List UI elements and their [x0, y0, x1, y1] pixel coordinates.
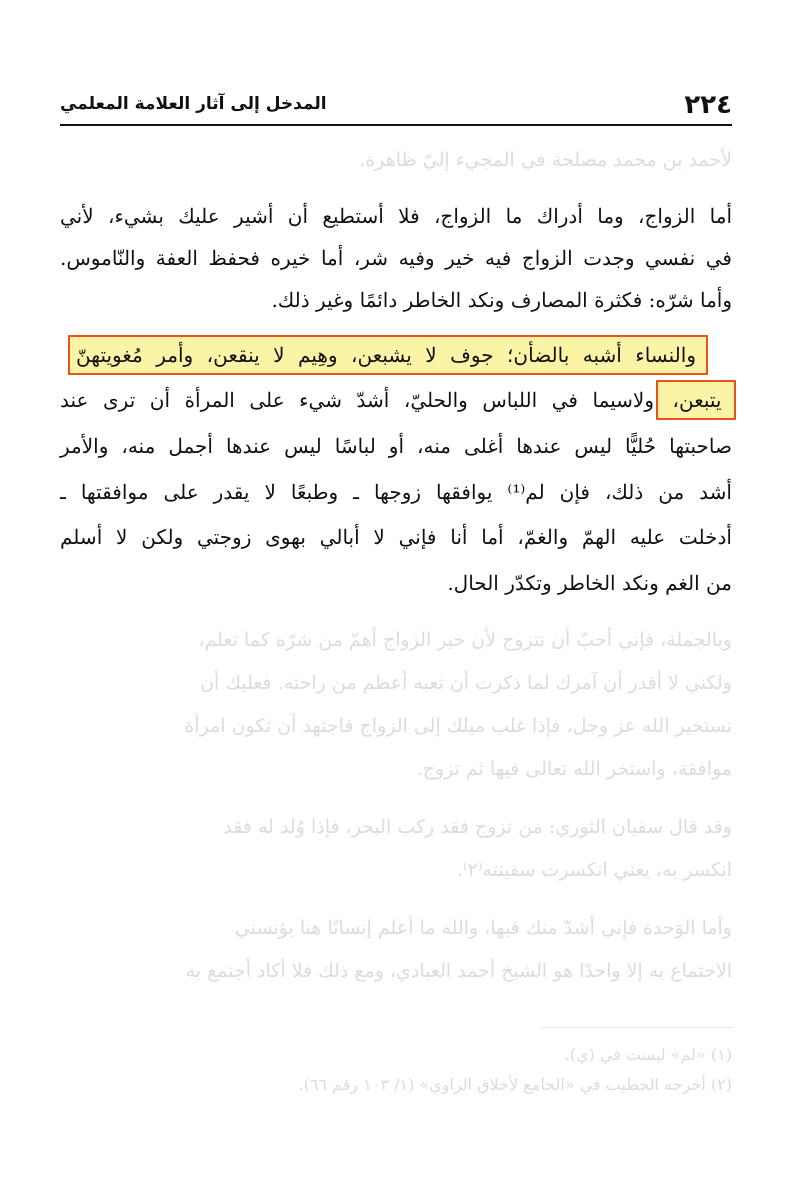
- faded-text-line: وأما الوَحدة فإني أشدّ منك فيها، والله ما أعلم إنسانًا هنا يؤنسني: [234, 917, 732, 939]
- footnote: (٢) أخرجه الخطيب في «الجامع لأخلاق الراوي» (١/ ١٠٣ رقم ٦٦).: [298, 1075, 732, 1094]
- page-number: ٢٢٤: [684, 90, 732, 120]
- faded-text-line: تستخير الله عز وجل، فإذا غلب ميلك إلى الزواج فاجتهد أن تكون امرأة: [184, 715, 732, 737]
- faded-text-line: انكسر به، يعني انكسرت سفينته⁽٢⁾.: [456, 859, 732, 881]
- faded-text-line: لأحمد بن محمد مصلحة في المجيء إليّ ظاهرة.: [359, 149, 732, 171]
- paragraph2-line: من الغم ونكد الخاطر وتكدّر الحال.: [447, 571, 732, 595]
- paragraph2-line: صاحبتها حُليًّا ليس عندها أغلى منه، أو لباسًا ليس عندها أجمل منه، والأمر: [60, 434, 732, 458]
- paragraph2-line: ولاسيما في اللباس والحليّ، أشدّ شيء على المرأة أن ترى عند: [60, 388, 654, 412]
- header-rule: [60, 124, 732, 126]
- footnote: (١) «لم» ليست في (ي).: [564, 1045, 732, 1064]
- faded-text-line: موافقة، واستخر الله تعالى فيها ثم تزوج.: [416, 758, 732, 780]
- footnote-rule: [542, 1027, 732, 1028]
- running-title: المدخل إلى آثار العلامة المعلمي: [60, 94, 327, 114]
- highlighted-text-line: والنساء أشبه بالضأن؛ جوف لا يشبعن، وهِيم لا ينقعن، وأمر مُغويتهنّ: [76, 343, 696, 367]
- paragraph2-line: أدخلت عليه الهمّ والغمّ، أما أنا فإني لا أبالي بهوى زوجتي ولكن لا أسلم: [60, 525, 732, 549]
- faded-text-line: وبالجملة، فإني أحبّ أن تتزوج لأن خير الزواج أهمّ من شرّه كما تعلم،: [198, 629, 732, 651]
- faded-text-line: وقد قال سفيان الثوري: من تزوج فقد ركب البحر، فإذا وُلد له فقد: [223, 816, 732, 838]
- page-header: [60, 80, 732, 120]
- paragraph1-line: أما الزواج، وما أدراك ما الزواج، فلا أستطيع أن أشير عليك بشيء، لأني: [60, 204, 732, 228]
- faded-text-line: الاجتماع به إلا واحدًا هو الشيخ أحمد العبادي، ومع ذلك فلا أكاد أجتمع به: [185, 960, 732, 982]
- faded-text-line: ولكني لا أقدر أن آمرك لما ذكرت أن تعبه أعظم من راحته. فعليك أن: [200, 672, 732, 694]
- paragraph1-line: وأما شرّه: فكثرة المصارف ونكد الخاطر دائمًا وغير ذلك.: [271, 288, 732, 312]
- paragraph1-line: في نفسي وجدت الزواج فيه خير وفيه شر، أما خيره فحفظ العفة والنّاموس.: [60, 246, 732, 270]
- paragraph2-line: أشد من ذلك، فإن لم⁽¹⁾ يوافقها زوجها ـ وطبعًا لا يقدر على موافقتها ـ: [60, 480, 732, 504]
- highlighted-word: يتبعن،: [672, 388, 722, 412]
